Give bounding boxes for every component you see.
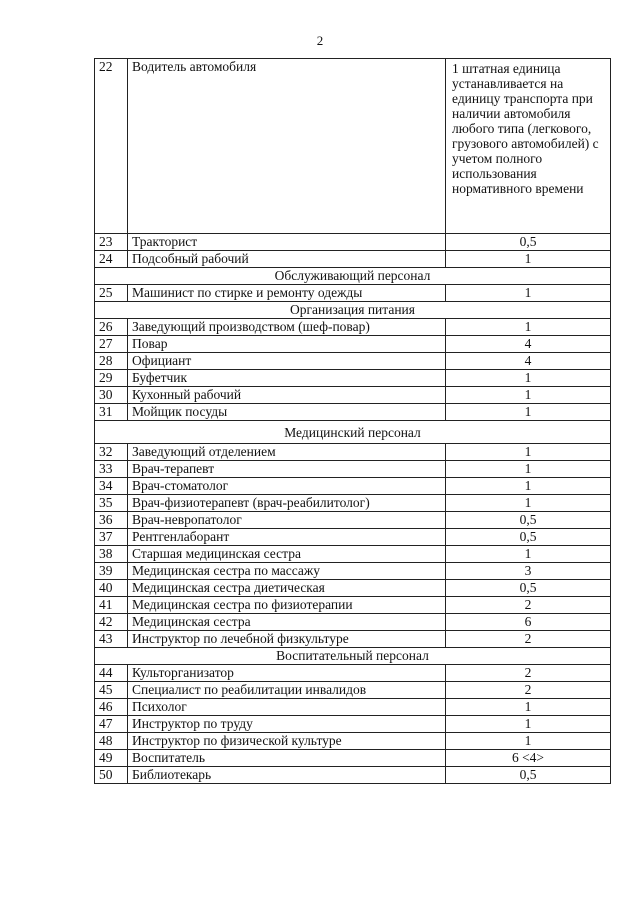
staff-count-cell: 1	[446, 251, 611, 268]
row-number-cell: 42	[95, 614, 128, 631]
row-number-cell: 35	[95, 495, 128, 512]
staffing-table-body	[95, 59, 611, 784]
position-name-cell: Врач-физиотерапевт (врач-реабилитолог)	[128, 495, 446, 512]
table-row	[95, 733, 611, 750]
row-number-cell: 31	[95, 404, 128, 421]
position-name-cell: Старшая медицинская сестра	[128, 546, 446, 563]
position-name-cell: Инструктор по физической культуре	[128, 733, 446, 750]
position-name-cell: Специалист по реабилитации инвалидов	[128, 682, 446, 699]
staff-count-cell: 4	[446, 336, 611, 353]
table-row	[95, 767, 611, 784]
position-name-cell: Медицинская сестра по массажу	[128, 563, 446, 580]
section-heading: Воспитательный персонал	[95, 648, 611, 665]
table-row	[95, 546, 611, 563]
staff-count-cell: 3	[446, 563, 611, 580]
page-number: 2	[316, 33, 324, 48]
position-name-cell: Культорганизатор	[128, 665, 446, 682]
position-name-cell: Инструктор по лечебной физкультуре	[128, 631, 446, 648]
table-row	[95, 59, 611, 234]
row-number-cell: 25	[95, 285, 128, 302]
staff-count-cell: 2	[446, 665, 611, 682]
row-number-cell: 27	[95, 336, 128, 353]
staff-count-cell: 1	[446, 404, 611, 421]
staff-count-cell: 0,5	[446, 512, 611, 529]
position-name-cell: Воспитатель	[128, 750, 446, 767]
position-name-cell: Машинист по стирке и ремонту одежды	[128, 285, 446, 302]
staff-count-cell: 2	[446, 631, 611, 648]
row-number-cell: 22	[95, 59, 128, 234]
table-row	[95, 580, 611, 597]
table-row	[95, 234, 611, 251]
staff-count-cell: 1	[446, 699, 611, 716]
section-row	[95, 268, 611, 285]
staff-count-cell: 1	[446, 716, 611, 733]
position-name-cell: Психолог	[128, 699, 446, 716]
table-row	[95, 631, 611, 648]
staff-count-cell: 6	[446, 614, 611, 631]
table-row	[95, 461, 611, 478]
row-number-cell: 49	[95, 750, 128, 767]
row-number-cell: 50	[95, 767, 128, 784]
table-row	[95, 563, 611, 580]
section-row	[95, 302, 611, 319]
section-heading: Медицинский персонал	[95, 421, 611, 444]
table-row	[95, 614, 611, 631]
position-name-cell: Заведующий производством (шеф-повар)	[128, 319, 446, 336]
staff-count-cell: 0,5	[446, 529, 611, 546]
row-number-cell: 36	[95, 512, 128, 529]
staff-count-cell: 4	[446, 353, 611, 370]
row-number-cell: 33	[95, 461, 128, 478]
table-row	[95, 251, 611, 268]
table-row	[95, 444, 611, 461]
staff-count-cell: 1	[446, 370, 611, 387]
position-name-cell: Подсобный рабочий	[128, 251, 446, 268]
staff-count-cell: 1	[446, 495, 611, 512]
position-name-cell: Кухонный рабочий	[128, 387, 446, 404]
staff-count-cell: 1	[446, 319, 611, 336]
staff-count-cell: 1 штатная единица устанавливается на единицу транспорта при наличии автомобиля любого типа (легкового, грузового автомобилей) с учетом полного использования нормативного времени	[446, 59, 611, 234]
staff-count-cell: 0,5	[446, 580, 611, 597]
position-name-cell: Медицинская сестра по физиотерапии	[128, 597, 446, 614]
row-number-cell: 26	[95, 319, 128, 336]
row-number-cell: 40	[95, 580, 128, 597]
position-name-cell: Рентгенлаборант	[128, 529, 446, 546]
table-row	[95, 665, 611, 682]
table-row	[95, 478, 611, 495]
staff-count-cell: 1	[446, 733, 611, 750]
staff-count-cell: 1	[446, 285, 611, 302]
row-number-cell: 38	[95, 546, 128, 563]
position-name-cell: Водитель автомобиля	[128, 59, 446, 234]
staff-count-cell: 1	[446, 461, 611, 478]
staff-count-cell: 1	[446, 387, 611, 404]
position-name-cell: Тракторист	[128, 234, 446, 251]
table-row	[95, 750, 611, 767]
row-number-cell: 24	[95, 251, 128, 268]
table-row	[95, 319, 611, 336]
position-name-cell: Инструктор по труду	[128, 716, 446, 733]
position-name-cell: Врач-терапевт	[128, 461, 446, 478]
row-number-cell: 29	[95, 370, 128, 387]
row-number-cell: 43	[95, 631, 128, 648]
row-number-cell: 48	[95, 733, 128, 750]
section-row	[95, 648, 611, 665]
row-number-cell: 28	[95, 353, 128, 370]
staff-count-cell: 2	[446, 682, 611, 699]
row-number-cell: 47	[95, 716, 128, 733]
staff-count-cell: 0,5	[446, 767, 611, 784]
table-row	[95, 370, 611, 387]
table-row	[95, 529, 611, 546]
position-name-cell: Библиотекарь	[128, 767, 446, 784]
row-number-cell: 39	[95, 563, 128, 580]
staff-count-cell: 1	[446, 444, 611, 461]
row-number-cell: 41	[95, 597, 128, 614]
row-number-cell: 45	[95, 682, 128, 699]
position-name-cell: Медицинская сестра диетическая	[128, 580, 446, 597]
row-number-cell: 34	[95, 478, 128, 495]
section-heading: Обслуживающий персонал	[95, 268, 611, 285]
row-number-cell: 30	[95, 387, 128, 404]
row-number-cell: 37	[95, 529, 128, 546]
row-number-cell: 46	[95, 699, 128, 716]
position-name-cell: Буфетчик	[128, 370, 446, 387]
table-row	[95, 336, 611, 353]
table-row	[95, 404, 611, 421]
row-number-cell: 44	[95, 665, 128, 682]
section-heading: Организация питания	[95, 302, 611, 319]
table-row	[95, 285, 611, 302]
staffing-table	[94, 58, 611, 784]
position-name-cell: Заведующий отделением	[128, 444, 446, 461]
position-name-cell: Официант	[128, 353, 446, 370]
position-name-cell: Врач-невропатолог	[128, 512, 446, 529]
table-row	[95, 387, 611, 404]
table-row	[95, 512, 611, 529]
staff-count-cell: 1	[446, 546, 611, 563]
staff-count-cell: 0,5	[446, 234, 611, 251]
position-name-cell: Повар	[128, 336, 446, 353]
table-row	[95, 353, 611, 370]
staff-count-cell: 2	[446, 597, 611, 614]
position-name-cell: Врач-стоматолог	[128, 478, 446, 495]
position-name-cell: Мойщик посуды	[128, 404, 446, 421]
table-row	[95, 597, 611, 614]
table-row	[95, 699, 611, 716]
staff-count-cell: 6 <4>	[446, 750, 611, 767]
staff-count-cell: 1	[446, 478, 611, 495]
row-number-cell: 32	[95, 444, 128, 461]
table-row	[95, 495, 611, 512]
section-row	[95, 421, 611, 444]
table-row	[95, 716, 611, 733]
row-number-cell: 23	[95, 234, 128, 251]
table-row	[95, 682, 611, 699]
position-name-cell: Медицинская сестра	[128, 614, 446, 631]
